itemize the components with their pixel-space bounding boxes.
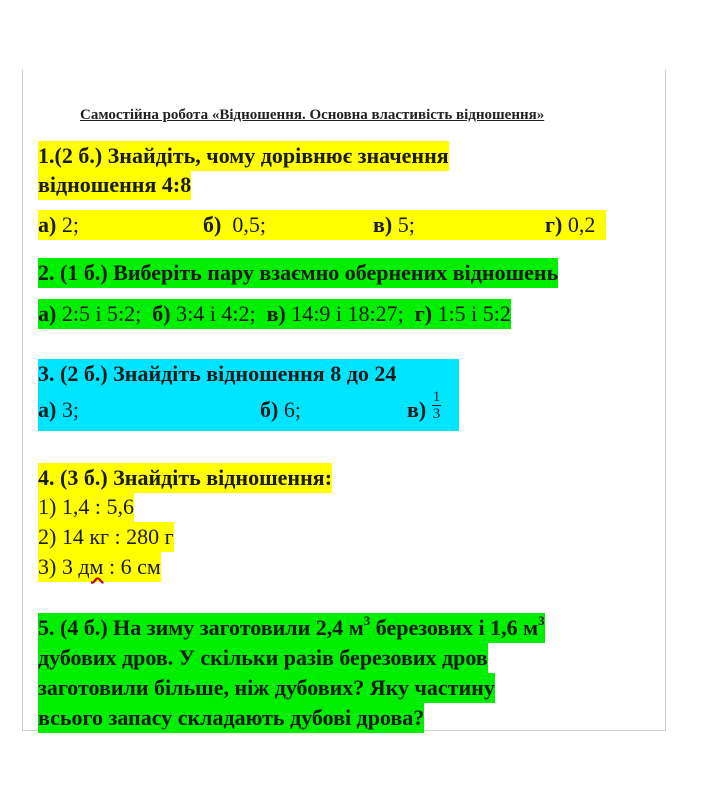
q1-option-b: б) 0,5; [203, 212, 266, 237]
q1-option-a: а) 2; [38, 212, 79, 237]
q5-text-line2: дубових дров. У скільки разів березових дров [38, 643, 488, 673]
q3-text: 3. (2 б.) Знайдіть відношення 8 до 24 [38, 359, 459, 389]
q1-text-line1: 1.(2 б.) Знайдіть, чому дорівнює значення [38, 141, 449, 171]
q4-text: 4. (3 б.) Знайдіть відношення: [38, 463, 332, 493]
page-title: Самостійна робота «Відношення. Основна властивість відношення» [80, 107, 545, 123]
q3-option-b: б) 6; [260, 397, 301, 422]
q1-option-c: в) 5; [373, 212, 415, 237]
q4-item-1: 1) 1,4 : 5,6 [38, 492, 134, 522]
q5-text-line4: всього запасу складають дубові дрова? [38, 703, 424, 733]
q2-option-d: г) 1:5 і 5:2 [414, 301, 511, 326]
q3-option-a: а) 3; [38, 397, 79, 422]
q5-text-line3: заготовили більше, ніж дубових? Яку частину [38, 673, 495, 703]
q1-options [38, 210, 606, 240]
q5-text-line1: 5. (4 б.) На зиму заготовили 2,4 $м^3$ березових і 1,6 $м^3$ [38, 613, 545, 643]
q3-options [38, 389, 459, 431]
q2-option-b: б) 3:4 і 4:2; [152, 301, 256, 326]
q4-item-2: 2) 14 кг : 280 г [38, 522, 174, 552]
q2-option-a: а) 2:5 і 5:2; [38, 301, 142, 326]
q2-text: 2. (1 б.) Виберіть пару взаємно обернених відношень [38, 258, 558, 288]
q1-option-d: г) 0,2 [545, 212, 596, 237]
q1-text-line2: відношення 4:8 [38, 170, 191, 200]
q2-option-c: в) 14:9 і 18:27; [266, 301, 404, 326]
q4-item-3: 3) 3 дм : 6 см [38, 552, 161, 582]
q3-fraction: $\frac{1}{3}$ [432, 389, 441, 423]
q2-options [38, 299, 511, 329]
q3-option-c: в) $\frac{1}{3}$ [407, 389, 441, 423]
